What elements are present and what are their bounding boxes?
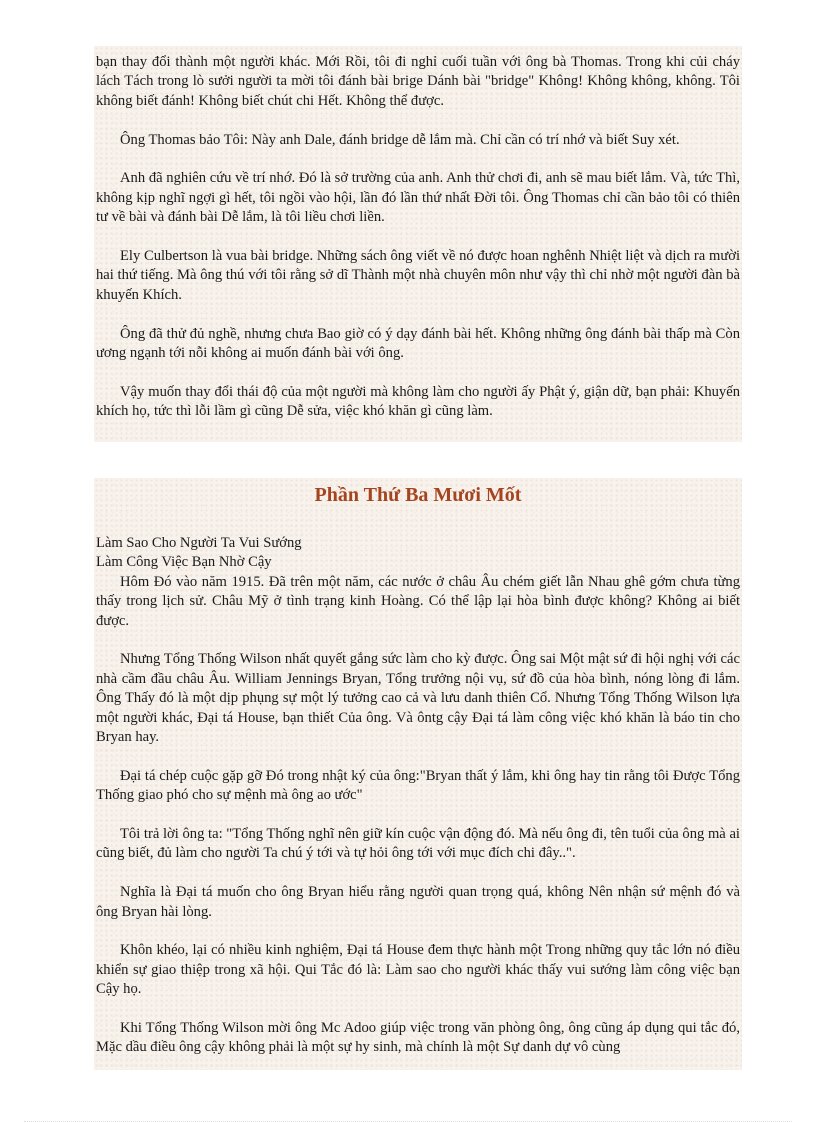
text-panel-top bbox=[94, 46, 742, 442]
paragraph: Nghĩa là Đại tá muốn cho ông Bryan hiểu rằng người quan trọng quá, không Nên nhận sứ mệnh đó và ông Bryan hài lòng. bbox=[96, 884, 740, 920]
paragraph: Ely Culbertson là vua bài bridge. Những sách ông viết về nó được hoan nghênh Nhiệt liệt và dịch ra mười hai thứ tiếng. Mà ông thú với tôi rằng sở dĩ Thành một nhà chuyên môn như vậy thì chỉ nhờ một người đàn bà khuyến Khích. bbox=[96, 248, 740, 303]
paragraph: Hôm Đó vào năm 1915. Đã trên một năm, các nước ở châu Âu chém giết lẫn Nhau ghê gớm chưa từng thấy trong lịch sử. Châu Mỹ ở tình trạng kinh Hoàng. Có thể lập lại hòa bình được không? Không ai biết được. bbox=[96, 573, 740, 629]
section-2-body bbox=[96, 534, 740, 1058]
paragraph: Nhưng Tổng Thống Wilson nhất quyết gắng sức làm cho kỳ được. Ông sai Một mật sứ đi hội nghị với các nhà cầm đầu châu Âu. William Jennings Bryan, Tổng trưởng nội vụ, sứ đồ của hòa bình, nóng lòng đi lắm. Ông Thấy đó là một dịp phụng sự một lý tưởng cao cả và lưu danh thiên Cổ. Nhưng Tổng Thống Wilson lựa một người khác, Đại tá House, bạn thiết Của ông. Và ôntg cậy Đại tá làm công việc khó khăn là báo tin cho Bryan hay. bbox=[96, 651, 740, 746]
section-1-body bbox=[96, 53, 740, 422]
chapter-subtitle: Làm Sao Cho Người Ta Vui Sướng bbox=[96, 535, 302, 551]
paragraph: Khi Tổng Thống Wilson mời ông Mc Adoo giúp việc trong văn phòng ông, ông cũng áp dụng qui tắc đó, Mặc dầu điều ông cậy không phải là một sự hy sinh, mà chính là một Sự danh dự vô cùng bbox=[96, 1020, 740, 1056]
text-panel-bottom bbox=[94, 478, 742, 1070]
chapter-subtitle: Làm Công Việc Bạn Nhờ Cậy bbox=[96, 554, 272, 571]
paragraph: Vậy muốn thay đổi thái độ của một người mà không làm cho người ấy Phật ý, giận dữ, bạn phải: Khuyến khích họ, tức thì lỗi lầm gì cũng Dễ sửa, việc khó khăn gì cũng làm. bbox=[96, 383, 740, 420]
page-bottom-divider bbox=[24, 1121, 792, 1122]
paragraph: Đại tá chép cuộc gặp gỡ Đó trong nhật ký của ông:"Bryan thất ý lắm, khi ông hay tin rằng tôi Được Tổng Thống giao phó cho sự mệnh mà ông ao ước" bbox=[96, 767, 740, 804]
paragraph: Ông đã thử đủ nghề, nhưng chưa Bao giờ có ý dạy đánh bài hết. Không những ông đánh bài thấp mà Còn ương ngạnh tới nỗi không ai muốn đánh bài với ông. bbox=[96, 325, 740, 362]
chapter-title: Phần Thứ Ba Mươi Mốt bbox=[314, 484, 522, 506]
paragraph: bạn thay đổi thành một người khác. Mới Rồi, tôi đi nghỉ cuối tuần với ông bà Thomas. Trong khi củi cháy lách Tách trong lò sưởi người ta mời tôi đánh bài brige Dánh bài "bridge" Không! Không không, không. Tôi không biết đánh! Không biết chút chi Hết. Không thể được. bbox=[96, 54, 740, 109]
paragraph: Ông Thomas bảo Tôi: Này anh Dale, đánh bridge dễ lắm mà. Chỉ cần có trí nhớ và biết Suy xét. bbox=[120, 131, 680, 148]
paragraph: Khôn khéo, lại có nhiều kinh nghiệm, Đại tá House đem thực hành một Trong những quy tắc lớn nó điều khiển sự giao thiệp trong xã hội. Qui Tắc đó là: Làm sao cho người khác thấy vui sướng làm công việc bạn Cậy họ. bbox=[96, 942, 740, 998]
paragraph: Anh đã nghiên cứu về trí nhớ. Đó là sở trường của anh. Anh thử chơi đi, anh sẽ mau biết lắm. Và, tức Thì, không kịp nghĩ ngợi gì hết, tôi ngồi vào hội, lần đó lần thứ nhất Đời tôi. Ông Thomas chỉ cần bảo tôi có thiên tư về bài và đánh bài Dễ lắm, là tôi liều chơi liền. bbox=[96, 170, 740, 226]
paragraph: Tôi trả lời ông ta: "Tổng Thống nghĩ nên giữ kín cuộc vận động đó. Mà nếu ông đi, tên tuổi của ông mà ai cũng biết, đủ làm cho người Ta chú ý tới và tự hỏi ông tới với mục đích chi đây..". bbox=[96, 826, 740, 862]
